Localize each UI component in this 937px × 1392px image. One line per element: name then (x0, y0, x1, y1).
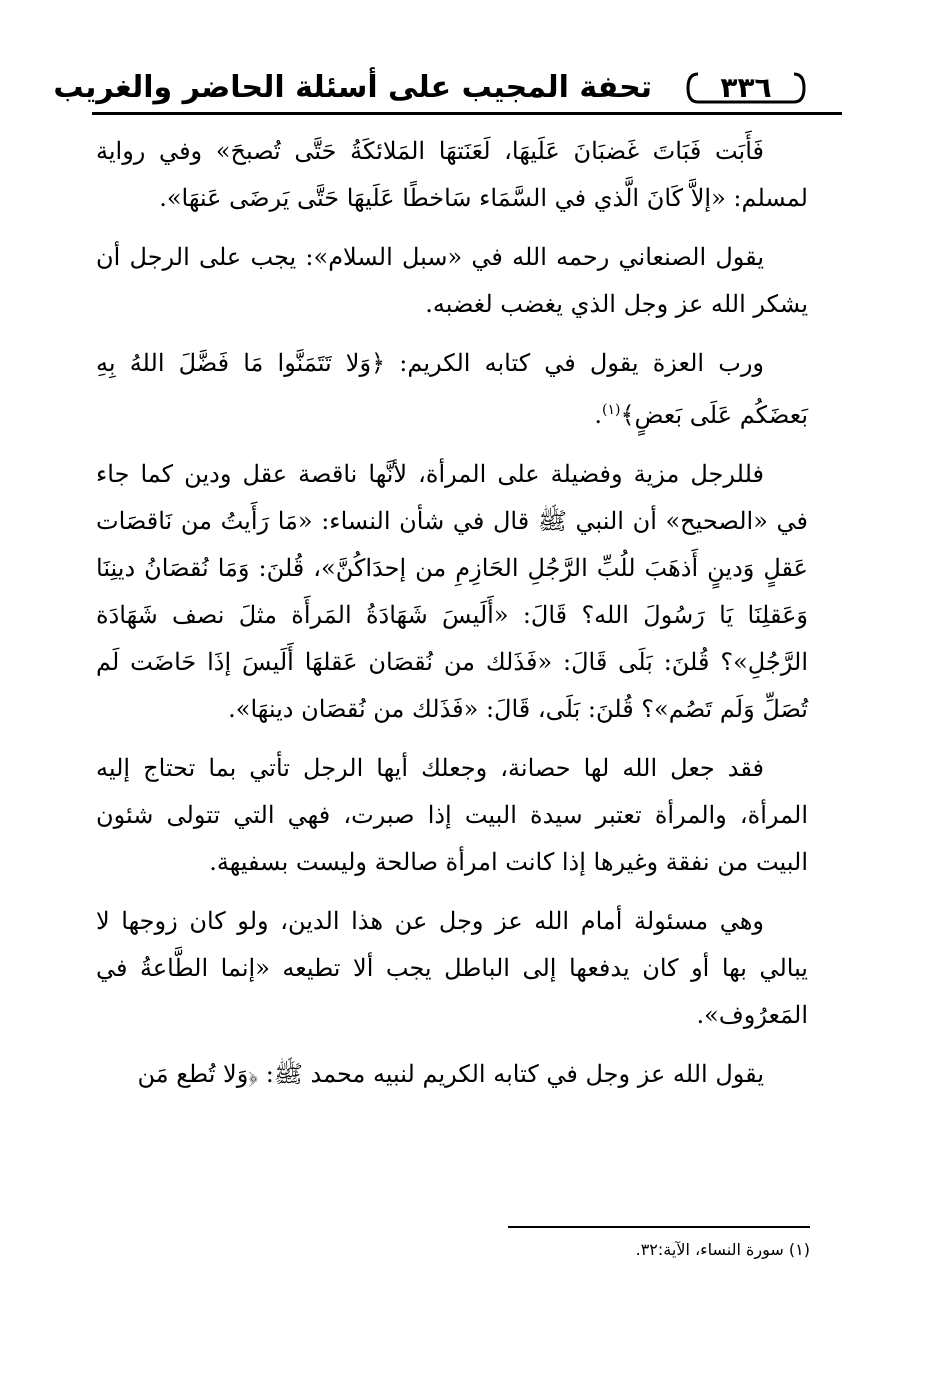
paragraph-1: فَأَبَت فَبَاتَ غَضبَانَ عَلَيهَا، لَعَنَتهَا المَلائكَةُ حَتَّى تُصبحَ» وفي رواية لمسلم: «إلاَّ كَانَ الَّذي في السَّمَاء سَاخطًا عَلَيهَا حَتَّى يَرضَى عَنهَا». (96, 137, 808, 212)
paragraph-5: فقد جعل الله لها حصانة، وجعلك أيها الرجل تأتي بما تحتاج إليه المرأة، والمرأة تعتبر سيدة البيت إذا صبرت، فهي التي تتولى شئون البيت من نفقة وغيرها إذا كانت امرأة صالحة وليست بسفيهة. (96, 754, 808, 876)
paragraph-3: ورب العزة يقول في كتابه الكريم: ﴿وَلا تَتَمَنَّوا مَا فَضَّلَ اللهُ بِهِ بَعضَكُم عَلَى بَعضٍ﴾$^{(١)}$. (96, 349, 808, 429)
book-title: تحفة المجيب على أسئلة الحاضر والغريب (53, 70, 652, 105)
running-header (53, 66, 842, 118)
paragraph-4: فللرجل مزية وفضيلة على المرأة، لأنَّها ناقصة عقل ودين كما جاء في «الصحيح» أن النبي ﷺ قال في شأن النساء: «مَا رَأَيتُ من نَاقصَات عَقلٍ وَدينٍ أَذهَبَ للُبِّ الرَّجُلِ الحَازِمِ من إحدَاكُنَّ»، قُلنَ: وَمَا نُقصَانُ دينِنَا وَعَقلِنَا يَا رَسُولَ الله؟ قَالَ: «أَلَيسَ شَهَادَةُ المَرأَة مثلَ نصف شَهَادَة الرَّجُلِ»؟ قُلنَ: بَلَى قَالَ: «فَذَلك من نُقصَان عَقلهَا أَلَيسَ إذَا حَاضَت لَم تُصَلِّ وَلَم تَصُم»؟ قُلنَ: بَلَى، قَالَ: «فَذَلك من نُقصَان دينهَا». (96, 460, 809, 723)
header-divider (92, 112, 842, 115)
footnote-reference: (١) (601, 402, 621, 418)
paragraph-6: وهي مسئولة أمام الله عز وجل عن هذا الدين، ولو كان زوجها لا يبالي بها أو كان يدفعها إلى الباطل يجب ألا تطيعه «إنما الطَّاعةُ في المَعرُوف». (96, 907, 808, 1029)
paragraph-3-text: ورب العزة يقول في كتابه الكريم: ﴿وَلا تَتَمَنَّوا مَا فَضَّلَ اللهُ بِهِ بَعضَكُم عَلَى بَعضٍ﴾ (96, 349, 808, 429)
paragraph-7: يقول الله عز وجل في كتابه الكريم لنبيه محمد ﷺ: ﴿وَلا تُطع مَن (137, 1060, 764, 1088)
footnote: (١) سورة النساء، الآية:٣٢. (635, 1240, 810, 1259)
paragraph-2: يقول الصنعاني رحمه الله في «سبل السلام»: يجب على الرجل أن يشكر الله عز وجل الذي يغضب لغضبه. (96, 243, 808, 318)
page-number: ٣٣٦ (720, 71, 772, 104)
body-text (96, 128, 808, 1110)
footnote-divider (508, 1226, 810, 1228)
page-number-badge (684, 68, 808, 108)
